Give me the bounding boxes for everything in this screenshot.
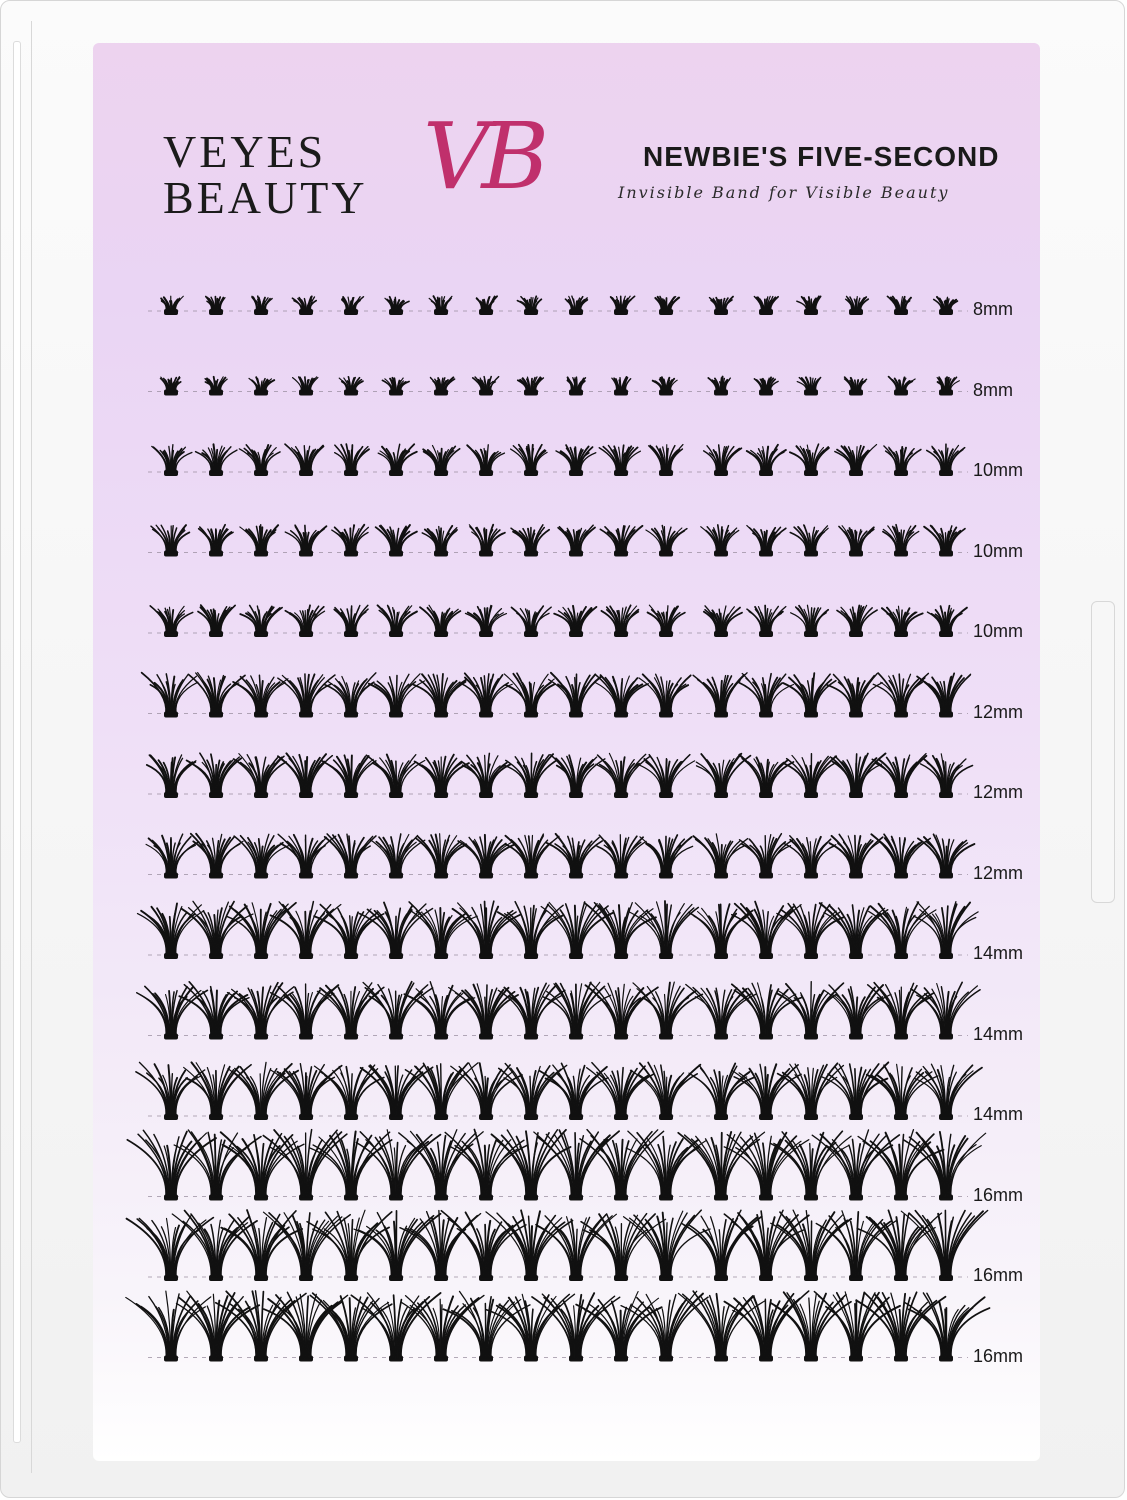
lash-cluster[interactable] [181, 901, 253, 959]
lash-cluster[interactable] [458, 835, 514, 879]
row-length-label: 16mm [973, 1184, 1024, 1205]
lash-cluster[interactable] [783, 673, 836, 717]
lash-cluster[interactable] [709, 297, 733, 315]
lash-cluster[interactable] [911, 982, 980, 1039]
lash-cluster[interactable] [152, 445, 192, 476]
lash-cluster[interactable] [681, 1210, 761, 1281]
lash-cluster[interactable] [921, 754, 973, 798]
lash-cluster[interactable] [701, 525, 739, 557]
lash-cluster[interactable] [441, 1211, 526, 1281]
lash-cluster[interactable] [335, 444, 369, 476]
lash-cluster[interactable] [739, 673, 793, 717]
row-length-label: 16mm [973, 1345, 1024, 1366]
lash-cluster[interactable] [689, 1064, 754, 1120]
lash-cluster[interactable] [249, 377, 274, 395]
lash-cluster[interactable] [551, 755, 605, 798]
lash-cluster[interactable] [278, 674, 335, 717]
lash-cluster[interactable] [234, 754, 286, 798]
lash-cluster[interactable] [556, 445, 596, 476]
lash-cluster[interactable] [399, 1130, 483, 1201]
brand-name-line-2: BEAUTY [163, 172, 368, 223]
lash-cluster[interactable] [543, 982, 610, 1039]
lash-cluster[interactable] [917, 673, 970, 717]
lash-cluster[interactable] [339, 377, 363, 396]
lash-cluster[interactable] [264, 1292, 348, 1361]
lash-cluster[interactable] [460, 673, 512, 717]
lash-cluster[interactable] [639, 674, 691, 717]
lash-cluster[interactable] [429, 296, 452, 315]
lash-cluster[interactable] [846, 296, 869, 315]
lash-cluster[interactable] [453, 901, 521, 959]
lash-cluster[interactable] [777, 903, 844, 959]
lash-cluster[interactable] [747, 526, 786, 557]
lash-cluster[interactable] [137, 986, 208, 1039]
lash-cluster[interactable] [914, 902, 979, 959]
lash-cluster[interactable] [587, 1063, 654, 1120]
lash-cluster[interactable] [199, 525, 233, 557]
lash-cluster[interactable] [547, 834, 602, 879]
row-length-label: 16mm [973, 1265, 1024, 1285]
lash-cluster[interactable] [285, 444, 324, 476]
lash-cluster[interactable] [196, 444, 237, 476]
lash-cluster[interactable] [378, 444, 417, 476]
lash-cluster[interactable] [271, 1064, 342, 1120]
lash-cluster[interactable] [791, 605, 828, 637]
row-length-label: 12mm [973, 701, 1024, 722]
lash-cluster[interactable] [511, 445, 548, 476]
lash-cluster[interactable] [498, 983, 564, 1039]
lash-cluster[interactable] [732, 1064, 801, 1120]
lash-cluster[interactable] [293, 377, 318, 396]
lash-cluster[interactable] [732, 983, 801, 1040]
lash-cluster[interactable] [314, 1065, 383, 1120]
lash-cluster[interactable] [696, 754, 750, 798]
lash-cluster[interactable] [310, 1293, 392, 1361]
brand-monogram-logo: VB [423, 103, 542, 210]
lash-cluster[interactable] [567, 377, 585, 395]
lash-clusters-grid [93, 43, 1040, 1461]
lash-cluster[interactable] [831, 754, 885, 798]
lash-cluster[interactable] [724, 1133, 809, 1201]
lash-cluster[interactable] [633, 982, 702, 1039]
lash-cluster[interactable] [565, 296, 587, 315]
case-hinge-bar [13, 41, 21, 1443]
lash-cluster[interactable] [322, 755, 376, 798]
lash-cluster[interactable] [829, 834, 882, 878]
lash-cluster[interactable] [127, 1130, 216, 1200]
row-length-label: 14mm [973, 1023, 1024, 1044]
lash-cluster[interactable] [423, 446, 459, 476]
lash-cluster[interactable] [883, 525, 919, 557]
product-headline: NEWBIE'S FIVE-SECOND [643, 141, 1000, 172]
lash-cluster[interactable] [595, 675, 648, 718]
lash-cluster[interactable] [332, 525, 369, 557]
lash-cluster[interactable] [747, 605, 786, 637]
lash-cluster[interactable] [285, 605, 324, 637]
lash-cluster[interactable] [934, 297, 958, 315]
lash-cluster[interactable] [704, 606, 742, 637]
lash-cluster[interactable] [445, 1130, 528, 1201]
lash-cluster[interactable] [882, 606, 923, 637]
lash-cluster[interactable] [597, 835, 646, 879]
lash-cluster[interactable] [747, 445, 786, 476]
lash-cluster[interactable] [449, 984, 518, 1040]
lash-cluster[interactable] [558, 525, 595, 556]
lash-cluster[interactable] [504, 673, 555, 717]
lash-cluster[interactable] [285, 525, 326, 556]
lash-cluster[interactable] [517, 296, 541, 315]
lash-cluster[interactable] [405, 1063, 478, 1120]
lash-cluster[interactable] [724, 1291, 808, 1361]
row-length-label: 10mm [973, 540, 1024, 561]
lash-cluster[interactable] [771, 1210, 851, 1281]
lash-cluster[interactable] [835, 445, 877, 476]
lash-cluster[interactable] [653, 377, 677, 395]
lash-cluster[interactable] [422, 526, 457, 557]
lash-cluster[interactable] [724, 1210, 808, 1281]
lash-cluster[interactable] [797, 377, 820, 395]
lash-cluster[interactable] [179, 982, 249, 1040]
lash-cluster[interactable] [539, 1063, 608, 1120]
lash-tray-card [93, 43, 1040, 1461]
lash-cluster[interactable] [584, 903, 655, 959]
lash-cluster[interactable] [648, 605, 685, 637]
lash-cluster[interactable] [404, 982, 474, 1040]
lash-cluster[interactable] [370, 834, 425, 879]
lash-cluster[interactable] [376, 525, 417, 557]
lash-cluster[interactable] [142, 673, 198, 718]
lash-cluster[interactable] [797, 296, 821, 315]
lash-cluster[interactable] [278, 834, 336, 878]
lash-cluster[interactable] [278, 753, 332, 798]
lash-cluster[interactable] [473, 377, 499, 396]
lash-cluster[interactable] [205, 377, 227, 396]
row-length-label: 8mm [973, 379, 1013, 400]
lash-cluster[interactable] [790, 525, 828, 557]
lash-cluster[interactable] [646, 525, 687, 556]
lash-cluster[interactable] [924, 526, 965, 557]
lash-cluster[interactable] [505, 753, 557, 798]
lash-cluster[interactable] [511, 525, 549, 557]
lash-cluster[interactable] [754, 377, 778, 395]
lash-cluster[interactable] [611, 296, 635, 315]
lash-cluster[interactable] [937, 377, 959, 395]
lash-cluster[interactable] [648, 445, 682, 476]
lash-cluster[interactable] [161, 296, 183, 315]
lash-cluster[interactable] [184, 1062, 251, 1120]
lash-cluster[interactable] [363, 982, 432, 1040]
row-length-label: 12mm [973, 862, 1024, 883]
lash-cluster[interactable] [655, 296, 679, 315]
lash-cluster[interactable] [467, 445, 504, 476]
lash-cluster[interactable] [704, 445, 742, 476]
lash-cluster[interactable] [914, 1064, 982, 1120]
lash-cluster[interactable] [499, 1064, 567, 1120]
lash-cluster[interactable] [612, 377, 631, 395]
lash-cluster[interactable] [693, 673, 747, 718]
row-length-label: 10mm [973, 621, 1024, 641]
row-length-label: 10mm [973, 460, 1024, 480]
lash-cluster[interactable] [845, 377, 867, 395]
lash-cluster[interactable] [784, 836, 836, 879]
lash-cluster[interactable] [770, 1131, 851, 1200]
lash-cluster[interactable] [732, 902, 801, 959]
lash-cluster[interactable] [486, 1210, 573, 1281]
lash-cluster[interactable] [790, 444, 829, 476]
lash-cluster[interactable] [227, 903, 296, 959]
lash-cluster[interactable] [600, 526, 642, 557]
lash-cluster[interactable] [198, 605, 235, 637]
lash-cluster[interactable] [239, 445, 280, 476]
lash-cluster[interactable] [325, 834, 376, 879]
lash-cluster[interactable] [430, 377, 454, 395]
row-length-label: 14mm [973, 943, 1024, 963]
lash-cluster[interactable] [630, 901, 699, 959]
case-latch[interactable] [1091, 601, 1115, 903]
lash-cluster[interactable] [884, 446, 921, 476]
lash-cluster[interactable] [469, 525, 505, 557]
lash-cluster[interactable] [150, 606, 193, 637]
lash-cluster[interactable] [869, 902, 936, 959]
lash-cluster[interactable] [233, 675, 288, 717]
lash-cluster[interactable] [151, 525, 189, 556]
lash-cluster[interactable] [505, 834, 559, 878]
lash-cluster[interactable] [342, 297, 364, 315]
lash-cluster[interactable] [640, 835, 693, 879]
lash-cluster[interactable] [252, 296, 272, 315]
lash-cluster[interactable] [191, 834, 243, 879]
lash-cluster[interactable] [317, 983, 384, 1040]
lash-cluster[interactable] [126, 1291, 211, 1361]
lash-cluster[interactable] [206, 297, 225, 315]
lash-cluster[interactable] [858, 1130, 943, 1201]
lash-cluster[interactable] [739, 755, 793, 798]
lash-cluster[interactable] [554, 606, 596, 637]
lash-cluster[interactable] [324, 673, 375, 718]
lash-cluster[interactable] [443, 1291, 529, 1361]
lash-cluster[interactable] [889, 377, 916, 396]
lash-cluster[interactable] [599, 445, 640, 476]
lash-cluster[interactable] [708, 377, 730, 396]
lash-cluster[interactable] [812, 1130, 899, 1201]
lash-cluster[interactable] [754, 296, 778, 315]
lash-cluster[interactable] [188, 673, 245, 718]
lash-cluster[interactable] [928, 606, 967, 637]
lash-cluster[interactable] [334, 605, 368, 637]
row-length-label: 12mm [973, 782, 1024, 802]
row-length-label: 14mm [973, 1104, 1024, 1124]
lash-cluster[interactable] [601, 605, 638, 637]
lash-cluster[interactable] [581, 1214, 666, 1281]
lash-cluster[interactable] [477, 296, 498, 315]
product-tagline: Invisible Band for Visible Beauty [618, 183, 950, 202]
lash-cluster[interactable] [292, 296, 316, 315]
lash-cluster[interactable] [549, 673, 602, 718]
lash-cluster[interactable] [420, 605, 460, 637]
lash-cluster[interactable] [136, 1062, 205, 1120]
lash-cluster[interactable] [382, 378, 409, 396]
lash-cluster[interactable] [686, 984, 756, 1039]
lash-cluster[interactable] [534, 1130, 619, 1200]
lash-cluster[interactable] [839, 526, 874, 557]
lash-cluster[interactable] [310, 1131, 392, 1200]
lash-cluster[interactable] [465, 606, 506, 637]
lash-cluster[interactable] [240, 605, 282, 637]
lash-cluster[interactable] [624, 1210, 710, 1281]
lash-cluster[interactable] [221, 1132, 304, 1200]
lash-cluster[interactable] [240, 525, 278, 557]
lash-cluster[interactable] [784, 754, 836, 798]
lash-cluster[interactable] [739, 834, 793, 879]
lash-cluster[interactable] [160, 377, 180, 396]
brand-name-line-1: VEYES [163, 126, 327, 177]
lash-cluster[interactable] [771, 1292, 851, 1361]
lash-cluster[interactable] [518, 377, 543, 396]
lash-cluster[interactable] [360, 902, 433, 959]
lash-cluster[interactable] [146, 834, 199, 878]
lash-cluster[interactable] [378, 605, 417, 637]
lash-cluster[interactable] [385, 297, 409, 315]
lash-cluster[interactable] [187, 753, 241, 798]
lash-cluster[interactable] [636, 755, 694, 798]
lash-cluster[interactable] [586, 983, 658, 1040]
lash-cluster[interactable] [887, 296, 911, 315]
lash-cluster[interactable] [462, 753, 510, 798]
lash-cluster[interactable] [271, 984, 339, 1039]
lash-cluster[interactable] [927, 444, 965, 476]
lash-cluster[interactable] [369, 674, 425, 718]
lash-cluster[interactable] [872, 754, 926, 798]
lash-cluster[interactable] [512, 606, 552, 637]
lash-cluster[interactable] [837, 605, 877, 637]
row-length-label: 8mm [973, 299, 1013, 319]
lash-cluster[interactable] [413, 674, 466, 718]
